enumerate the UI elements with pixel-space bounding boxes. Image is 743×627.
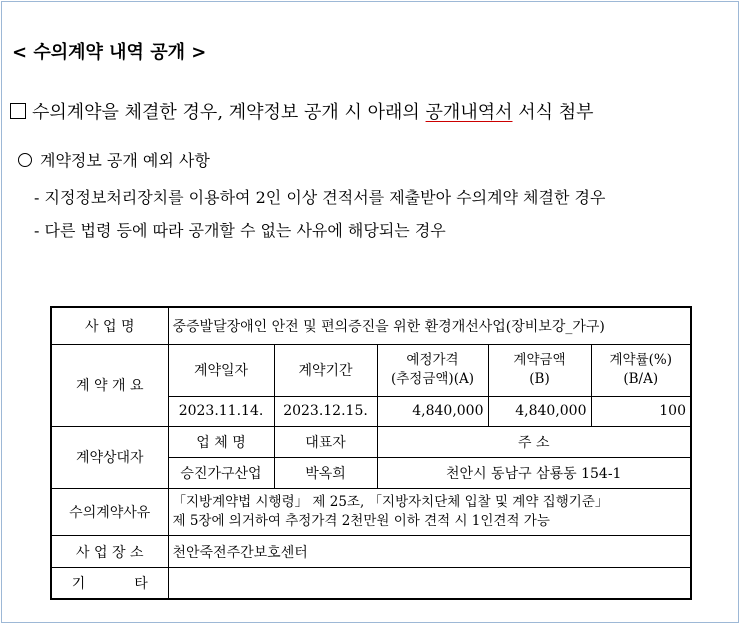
estimated-header-line1: 예정가격: [406, 352, 459, 369]
project-label: 사 업 명: [51, 307, 168, 344]
reason-line-1: 「지방계약법 시행령」 제 25조, 「지방자치단체 입찰 및 계약 집행기준」: [172, 493, 609, 510]
rate-header-line1: 계약률(%): [609, 352, 672, 369]
rate-header: [591, 344, 691, 396]
reason-label: 수의계약사유: [51, 488, 168, 536]
circle-bullet-icon: [18, 153, 32, 167]
amount-header-line1: 계약금액: [513, 352, 566, 369]
ceo-name: 박옥희: [274, 457, 377, 488]
estimated-header: [377, 344, 488, 396]
checkbox-square-icon: [10, 103, 26, 119]
notice-line: [10, 98, 594, 124]
rate-header-line2: (B/A): [623, 371, 659, 388]
contract-amount: 4,840,000: [488, 396, 591, 426]
amount-header-line2: (B): [529, 371, 550, 388]
ceo-header: 대표자: [274, 426, 377, 457]
site-value: 천안죽전주간보호센터: [168, 536, 691, 568]
overview-label: 계 약 개 요: [51, 344, 168, 426]
address-value: 천안시 동남구 삼룡동 154-1: [377, 457, 691, 488]
company-header: 업 체 명: [168, 426, 274, 457]
contract-rate: 100: [591, 396, 691, 426]
page-title: < 수의계약 내역 공개 >: [12, 42, 207, 63]
reason-line-2: 제 5장에 의거하여 추정가격 2천만원 이하 견적 시 1인견적 가능: [172, 512, 550, 529]
date-header: 계약일자: [168, 344, 274, 396]
etc-value: [168, 568, 691, 599]
contract-disclosure-table: [50, 306, 692, 600]
contract-period: 2023.12.15.: [274, 396, 377, 426]
table-row-site: [51, 536, 691, 568]
contract-date: 2023.11.14.: [168, 396, 274, 426]
notice-underlined-term: 공개내역서: [425, 102, 513, 123]
period-header: 계약기간: [274, 344, 377, 396]
site-label: 사 업 장 소: [51, 536, 168, 568]
table-row-project: [51, 307, 691, 344]
estimated-price: 4,840,000: [377, 396, 488, 426]
estimated-header-line2: (추정금액)(A): [391, 371, 474, 388]
table-row-contractor-header: [51, 426, 691, 457]
notice-suffix: 서식 첨부: [512, 102, 594, 123]
notice-prefix: 수의계약을 체결한 경우, 계약정보 공개 시 아래의: [32, 102, 426, 123]
exceptions-title: 계약정보 공개 예외 사항: [40, 151, 210, 170]
exception-item-2: - 다른 법령 등에 따라 공개할 수 없는 사유에 해당되는 경우: [34, 221, 446, 240]
etc-label: 기 타: [51, 568, 168, 599]
exception-item-1: - 지정정보처리장치를 이용하여 2인 이상 견적서를 제출받아 수의계약 체결한 경우: [34, 188, 606, 207]
reason-value: [168, 488, 691, 536]
contractor-label: 계약상대자: [51, 426, 168, 488]
table-row-overview-header: [51, 344, 691, 396]
table-row-etc: [51, 568, 691, 599]
address-header: 주 소: [377, 426, 691, 457]
project-value: 중증발달장애인 안전 및 편의증진을 위한 환경개선사업(장비보강_가구): [168, 307, 691, 344]
company-name: 승진가구산업: [168, 457, 274, 488]
amount-header: [488, 344, 591, 396]
table-row-reason: [51, 488, 691, 536]
exceptions-title-line: [18, 148, 210, 171]
